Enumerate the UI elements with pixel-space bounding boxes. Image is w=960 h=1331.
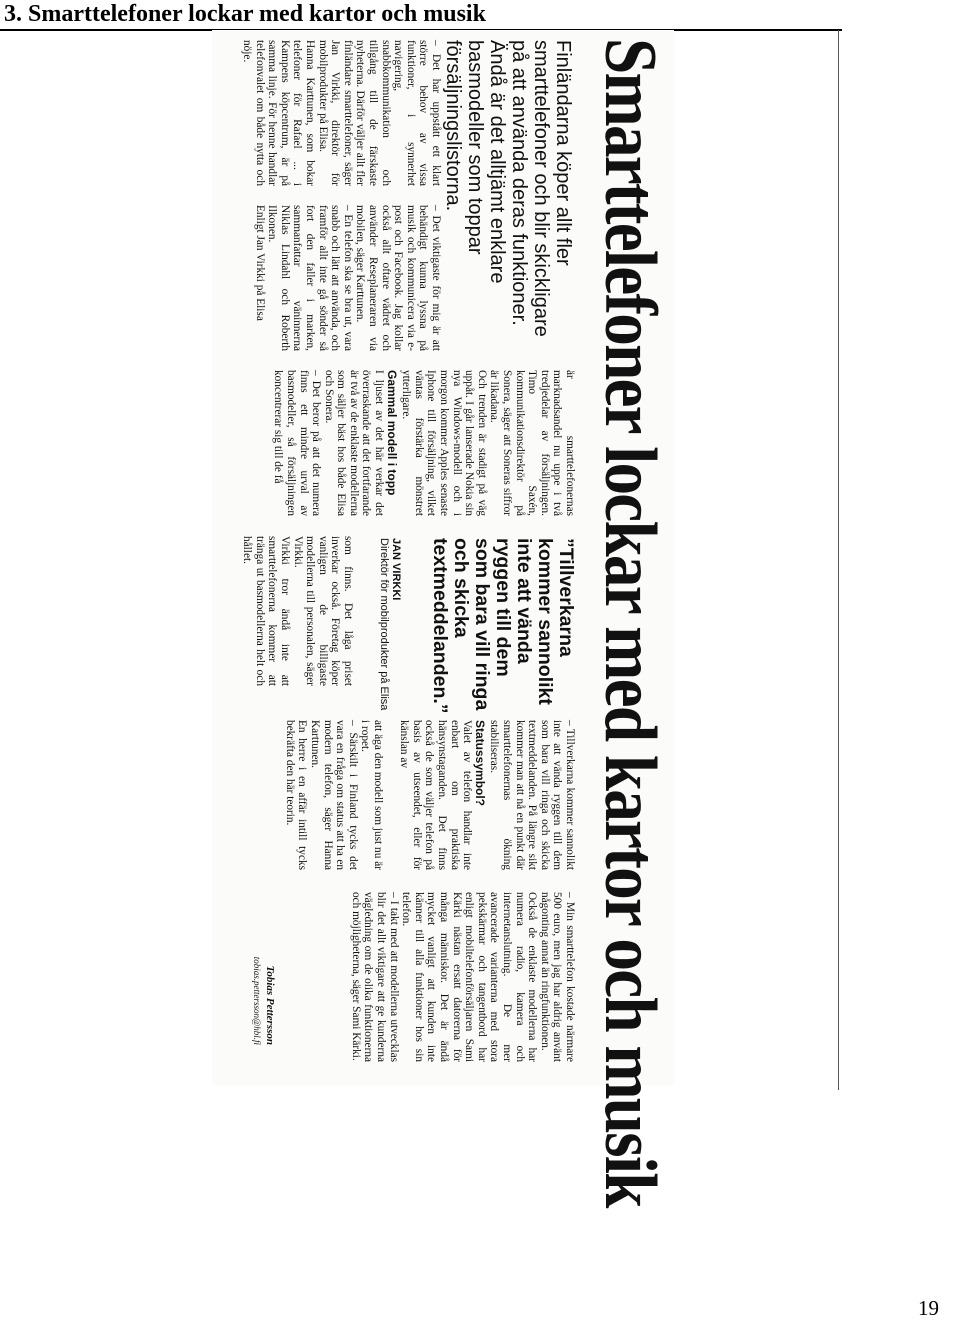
article-column-1: [241, 40, 443, 186]
paragraph: att äga den modell som just nu är i ropet.: [359, 720, 384, 870]
article-headline: Smarttelefoner lockar med kartor och musik: [589, 38, 671, 1207]
paragraph: är smarttelefonernas marknadsandel nu uppe i två tredjedelar av försäljningen. Timo Saxén, kommunikationsdirektör på Sonera, säger att Soneras siffror är likadana.: [488, 370, 576, 516]
paragraph: Och trenden är stadigt på väg uppåt. I går lanserade Nokia sin nya Windows-modell och i morgon kommer Apples senaste Iphone till försäljning, vilket väntas förstärka mönstret ytterligare.: [400, 370, 488, 516]
article-column-5: [398, 720, 576, 870]
rotated-article: [212, 30, 674, 1207]
paragraph: – Det beror på att det numera finns ett mindre urval av basmodeller, så försäljningen koncentrerar sig till de få: [272, 370, 323, 516]
paragraph: Valet av telefon handlar inte enbart om praktiska hänsynstaganden. Det finns också de som väljer telefon på basis av utseendet, eller för känslan av: [398, 720, 474, 870]
paragraph: Virkki tror ändå inte att smarttelefonerna kommer att tränga ut basmodellerna helt och hållet.: [241, 536, 292, 686]
paragraph: – Tillverkarna kommer sannolikt inte att vända ryggen till dem som bara vill ringa och skicka textmeddelanden. På längre sikt kommer man att nå en punkt där smarttelefonernas ökning stabiliseras.: [488, 720, 576, 870]
paragraph: – En telefon ska se bra ut, vara snabb och lätt att använda, och framför allt inte gå sönder så fort den faller i marken, sammanfattar väninnerna Niklas Lindahl och Roberth Ilkonen.: [266, 205, 354, 351]
paragraph: En herre i en affär intill tycks bekräfta den här teorin.: [283, 720, 309, 870]
scanned-newspaper-clipping: [212, 30, 674, 1207]
paragraph: – Min smarttelefon kostade närmare 500 euro, men jag har aldrig använt någonting annat än ringfunktionen.: [538, 892, 576, 1062]
scan-border-line: [838, 30, 839, 1090]
article-column-7: [349, 892, 576, 1062]
page-heading: 3. Smarttelefoner lockar med kartor och musik: [4, 1, 486, 27]
paragraph: – Särskilt i Finland tycks det vara en fråga om status att ha en modern telefon, säger Hanna Karttunen.: [309, 720, 359, 870]
byline-email: tobias.pettersson@hbl.fi: [252, 956, 262, 1045]
quote-attribution-name: JAN VIRKKI: [390, 538, 402, 601]
page-number: 19: [918, 1296, 939, 1320]
article-column-3: [272, 370, 576, 516]
paragraph: I ljuset av det här verkar det överraskande att det fortfarande är två av de enklaste modellerna som säljer bäst hos både Elisa och Sonera.: [322, 370, 386, 516]
byline-name: Tobias Pettersson: [264, 965, 276, 1045]
paragraph: – I takt med att modellerna utvecklas blir det allt viktigare att ge kunderna vägledning om de olika funktionerna och möjligheterna, säger Sami Kärki.: [349, 892, 400, 1062]
paragraph: Också de enklaste modellerna har numera radio, kamera och internetanslutning. De mer avancerade varianterna med stora pekskärmar och tangentbord har enligt mobiltelefonförsäljaren Sami Kärki nästan ersatt datorerna för många människor. Det är ändå mycket vanligt att kunden inte känner till alla funktioner hos sin telefon.: [400, 892, 539, 1062]
article-column-2: [253, 205, 442, 351]
paragraph: Hanna Karttunen, som bokar telefoner för Rafael ... i Kampens köpcentrum, är på samma linje. För henne handlar telefonvalet om både nytta och nöje.: [241, 40, 317, 186]
subheading: Gammal modell i topp: [384, 370, 399, 496]
article-column-4: [241, 536, 354, 686]
article-lead: Finländarna köper allt fler smarttelefoner och blir skickligare på att använda deras funktioner. Ändå är det alltjämt enklare basmodeller som toppar försäljningslistorna.: [442, 40, 574, 337]
pull-quote: ”Tillverkarna kommer sannolikt inte att vända ryggen till dem som bara vill ringa och skicka textmeddelanden.”: [429, 538, 577, 714]
pull-quote-attribution: [378, 538, 402, 713]
article-byline: [250, 885, 276, 1045]
subheading: Statussymbol?: [472, 720, 487, 807]
paragraph: – Det har uppstått ett klart större behov av vissa funktioner, i synnerhet navigering, snabbkommunikation och tillgång till de färskaste nyheterna. Därför väljer allt fler finländare smarttelefoner, säger Jan Virkki, direktör för mobilprodukter på Elisa.: [316, 40, 442, 186]
paragraph: – Det viktigaste för mig är att behändigt kunna lyssna på musik och kommunicera via e-post och Facebook. Jag kollar också allt oftare vädret och använder Reseplaneraren via mobilen, säger Karttunen.: [354, 205, 442, 351]
paragraph: som finns. Det låga priset inverkar också. Företag köper vanligen de billigaste modellerna till personalen, säger Virkki.: [291, 536, 354, 686]
article-column-6: [283, 720, 384, 870]
paragraph: Enligt Jan Virkki på Elisa: [253, 205, 266, 321]
quote-attribution-title: Direktör för mobilprodukter på Elisa: [378, 538, 390, 711]
